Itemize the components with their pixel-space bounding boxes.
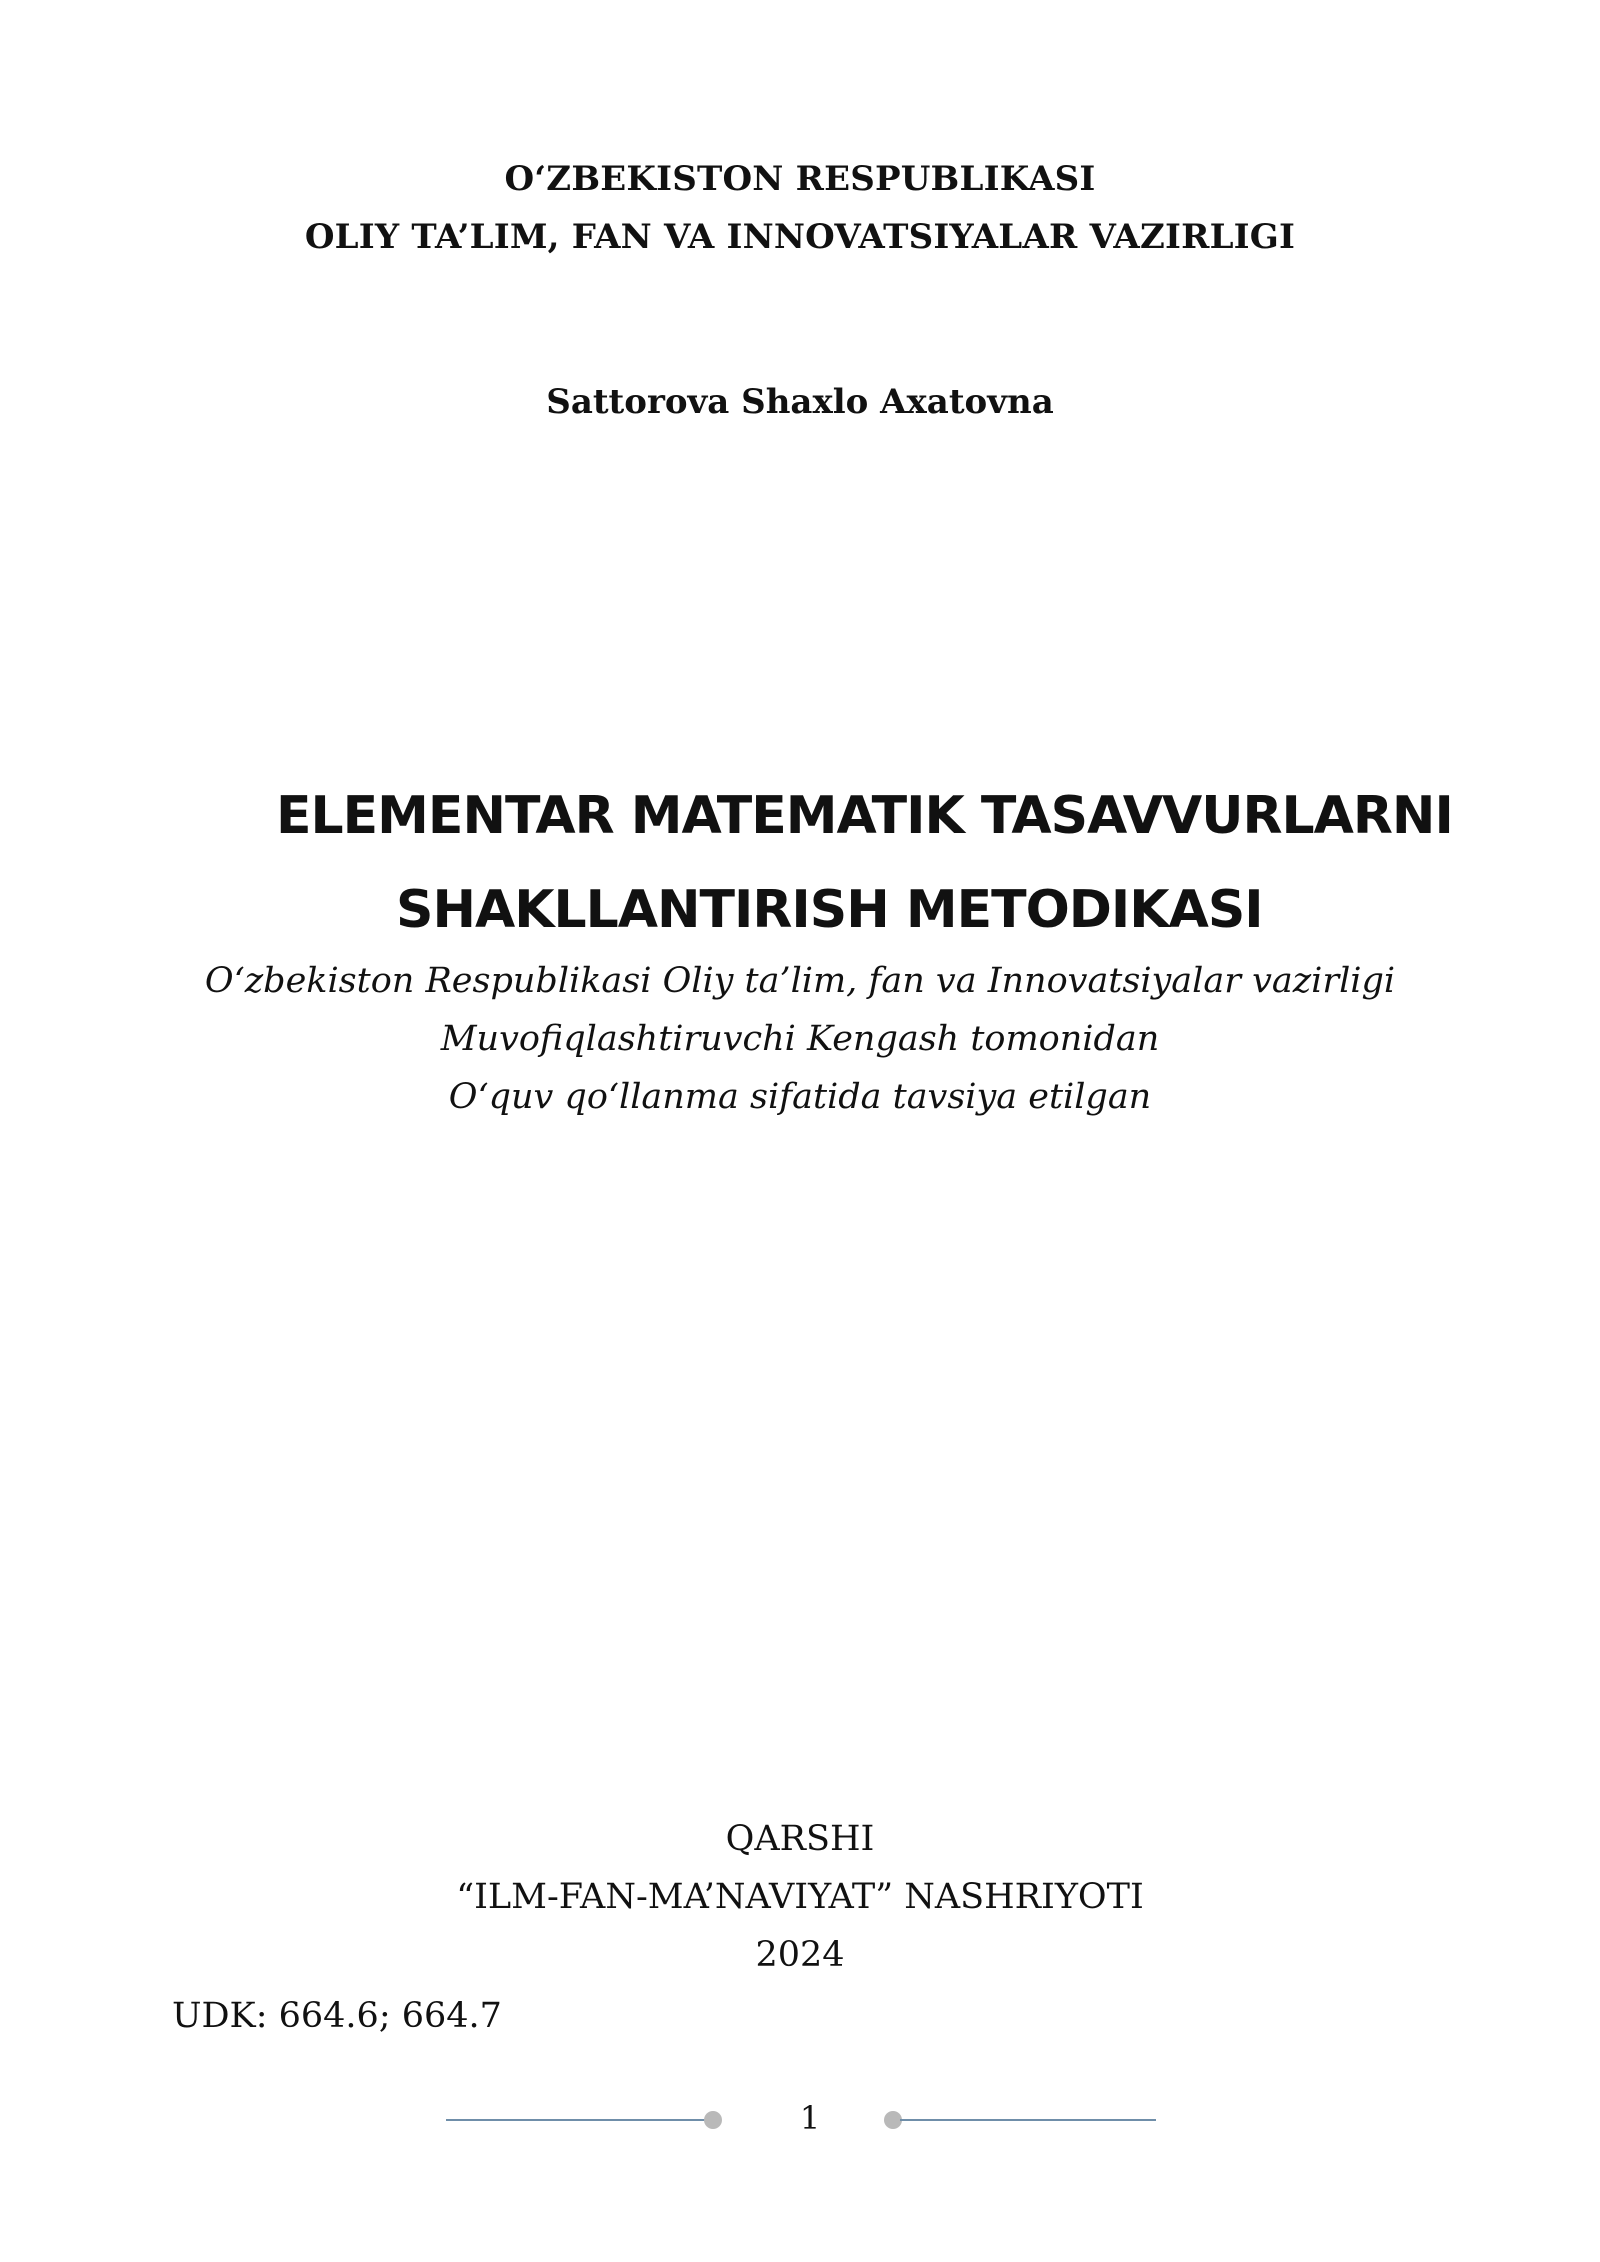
udk-code: UDK: 664.6; 664.7 (172, 1996, 502, 2036)
recommendation-line-1: O‘zbekiston Respublikasi Oliy ta’lim, fan va Innovatsiyalar vazirligi (204, 961, 1396, 1001)
book-title-line-2: SHAKLLANTIRISH METODIKASI (396, 880, 1263, 940)
recommendation-line-3: O‘quv qo‘llanma sifatida tavsiya etilgan (448, 1077, 1152, 1117)
publisher-city: QARSHI (725, 1819, 875, 1859)
publication-year: 2024 (755, 1935, 845, 1975)
page-number: 1 (799, 2099, 821, 2137)
ministry-header (0, 150, 1600, 266)
book-title-line-1: ELEMENTAR MATEMATIK TASAVVURLARNI (276, 786, 1453, 846)
ministry-line-1: O‘ZBEKISTON RESPUBLIKASI (504, 159, 1096, 199)
page-footer (0, 2090, 1600, 2150)
publisher-name: “ILM-FAN-MA’NAVIYAT” NASHRIYOTI (456, 1877, 1144, 1917)
author-name: Sattorova Shaxlo Axatovna (546, 382, 1054, 422)
footer-divider-left (446, 2119, 710, 2121)
recommendation-line-2: Muvofiqlashtiruvchi Kengash tomonidan (440, 1019, 1160, 1059)
footer-dot-left (704, 2111, 722, 2129)
recommendation-note (0, 952, 1600, 1126)
footer-divider-right (900, 2119, 1156, 2121)
publisher-block (0, 1810, 1600, 1984)
ministry-line-2: OLIY TA’LIM, FAN VA INNOVATSIYALAR VAZIRLIGI (304, 217, 1296, 257)
